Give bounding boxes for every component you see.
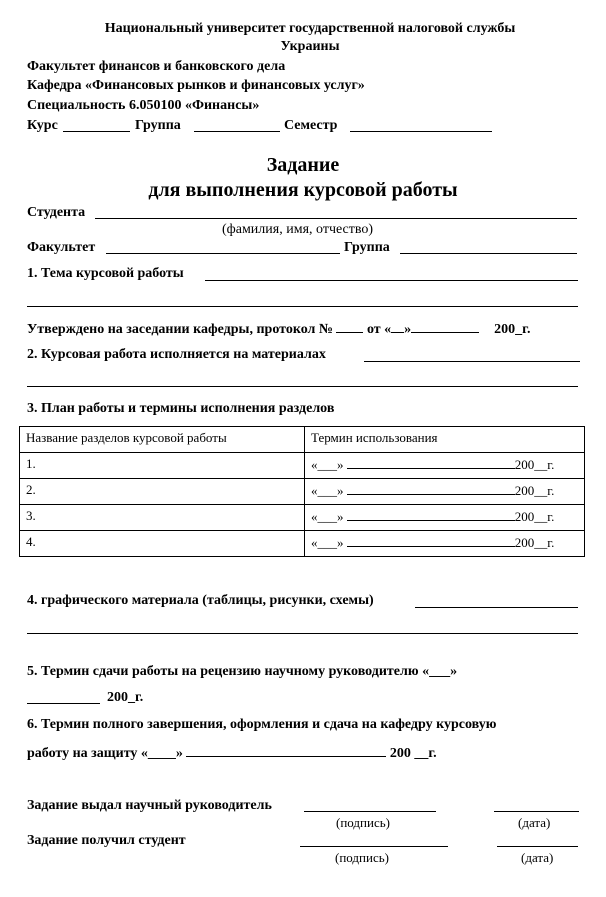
term-year: 200__г. xyxy=(514,457,555,472)
received-date-blank[interactable] xyxy=(497,846,578,847)
row-term[interactable] xyxy=(305,531,585,557)
row-term[interactable] xyxy=(305,505,585,531)
row-term[interactable] xyxy=(305,453,585,479)
table-header-row xyxy=(20,427,585,453)
row-number[interactable]: 1. xyxy=(20,453,305,479)
course-label: Курс xyxy=(27,118,58,133)
student-label: Студента xyxy=(27,205,86,220)
section-6-title: 6. Термин полного завершения, оформления и сдача на кафедру курсовую xyxy=(27,717,497,732)
defense-year: 200 __г. xyxy=(389,746,437,761)
term-year: 200__г. xyxy=(514,509,555,524)
term-month-blank[interactable] xyxy=(347,534,515,547)
plan-table xyxy=(19,426,585,557)
faculty-line: Факультет финансов и банковского дела xyxy=(27,59,286,74)
term-month-blank[interactable] xyxy=(347,482,515,495)
term-day: «___» xyxy=(311,457,344,472)
term-month-blank[interactable] xyxy=(347,508,515,521)
university-name: Национальный университет государственной налоговой службы xyxy=(104,21,516,36)
issued-date-hint: (дата) xyxy=(518,815,551,830)
term-day: «___» xyxy=(311,509,344,524)
country-name: Украины xyxy=(280,39,340,54)
issued-label: Задание выдал научный руководитель xyxy=(27,798,272,813)
semester-label: Семестр xyxy=(284,118,338,133)
header-term: Термин использования xyxy=(305,427,585,453)
graphics-blank-1[interactable] xyxy=(415,607,578,608)
received-signature-hint: (подпись) xyxy=(335,850,389,865)
table-row xyxy=(20,531,585,557)
doc-subtitle: для выполнения курсовой работы xyxy=(148,179,458,201)
review-year: 200_г. xyxy=(107,690,144,705)
issued-signature-blank[interactable] xyxy=(304,811,436,812)
term-month-blank[interactable] xyxy=(347,456,515,469)
section-2-title: 2. Курсовая работа исполняется на материалах xyxy=(27,347,326,362)
specialty-line: Специальность 6.050100 «Финансы» xyxy=(27,98,260,113)
student-name-hint: (фамилия, имя, отчество) xyxy=(222,222,374,237)
approved-year: 200_г. xyxy=(494,322,531,337)
student-faculty-label: Факультет xyxy=(27,240,96,255)
issued-date-blank[interactable] xyxy=(494,811,579,812)
topic-blank-2[interactable] xyxy=(27,306,578,307)
department-line: Кафедра «Финансовых рынков и финансовых услуг» xyxy=(27,78,365,93)
review-date-blank[interactable] xyxy=(27,703,100,704)
row-number[interactable]: 3. xyxy=(20,505,305,531)
student-group-blank[interactable] xyxy=(400,253,577,254)
defense-date-blank[interactable] xyxy=(186,744,386,757)
topic-blank-1[interactable] xyxy=(205,280,578,281)
header-sections: Название разделов курсовой работы xyxy=(20,427,305,453)
row-number[interactable]: 4. xyxy=(20,531,305,557)
row-term[interactable] xyxy=(305,479,585,505)
approved-prefix: Утверждено на заседании кафедры, протокол № xyxy=(27,322,333,337)
group-label: Группа xyxy=(135,118,181,133)
group-blank[interactable] xyxy=(194,131,280,132)
student-group-label: Группа xyxy=(344,240,390,255)
table-row xyxy=(20,453,585,479)
term-year: 200__г. xyxy=(514,483,555,498)
received-signature-blank[interactable] xyxy=(300,846,448,847)
table-row xyxy=(20,479,585,505)
materials-blank-1[interactable] xyxy=(364,361,580,362)
defense-prefix: работу на защиту «____» xyxy=(27,746,183,761)
approved-quote: » xyxy=(404,322,412,337)
approved-month-blank[interactable] xyxy=(411,320,479,333)
section-4-title: 4. графического материала (таблицы, рисунки, схемы) xyxy=(27,593,374,608)
received-date-hint: (дата) xyxy=(521,850,554,865)
section-3-title: 3. План работы и термины исполнения разделов xyxy=(27,401,335,416)
student-faculty-blank[interactable] xyxy=(106,253,340,254)
term-day: «___» xyxy=(311,483,344,498)
graphics-blank-2[interactable] xyxy=(27,633,578,634)
term-year: 200__г. xyxy=(514,535,555,550)
approved-day-blank[interactable] xyxy=(391,320,404,333)
term-day: «___» xyxy=(311,535,344,550)
approved-line xyxy=(27,320,530,338)
issued-signature-hint: (подпись) xyxy=(336,815,390,830)
section-5-title: 5. Термин сдачи работы на рецензию научному руководителю «___» xyxy=(27,664,458,679)
course-blank[interactable] xyxy=(63,131,130,132)
received-label: Задание получил студент xyxy=(27,833,186,848)
defense-line xyxy=(27,744,437,762)
approved-from: от « xyxy=(366,322,392,337)
doc-title: Задание xyxy=(266,154,340,176)
section-1-title: 1. Тема курсовой работы xyxy=(27,266,184,281)
table-row xyxy=(20,505,585,531)
student-name-blank[interactable] xyxy=(95,218,577,219)
protocol-number-blank[interactable] xyxy=(336,320,363,333)
materials-blank-2[interactable] xyxy=(27,386,578,387)
semester-blank[interactable] xyxy=(350,131,492,132)
row-number[interactable]: 2. xyxy=(20,479,305,505)
